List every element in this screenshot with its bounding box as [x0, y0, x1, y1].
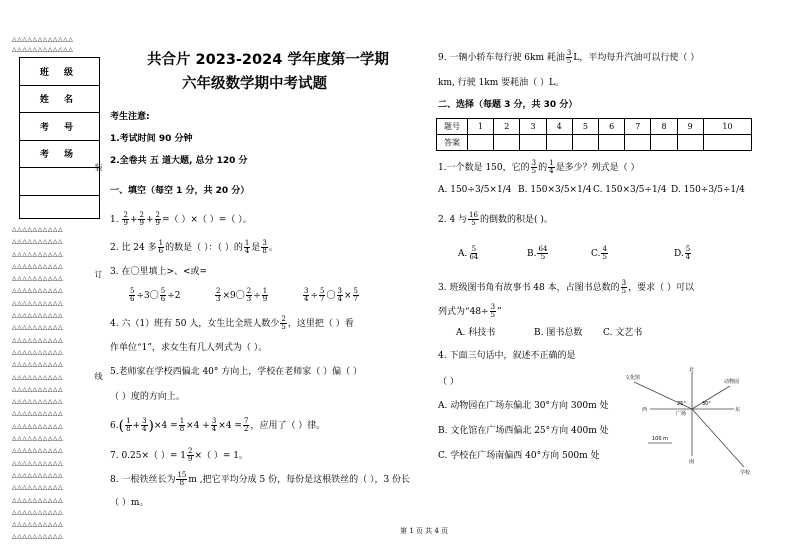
map-school-label: 学校	[740, 470, 751, 476]
answer-cell[interactable]	[572, 135, 598, 151]
answer-table-question-number: 5	[572, 119, 598, 135]
answer-cell[interactable]	[599, 135, 625, 151]
page-number: 第 1 页 共 4 页	[400, 527, 449, 535]
binding-label-xian: 线	[94, 372, 103, 380]
choice-3-option-b[interactable]: B. 图书总数	[534, 328, 583, 338]
compare-item-2: $\frac{2}{3}$ ×9〇 $\frac{2}{3}$ ÷ $\frac{1}{9}$	[216, 287, 268, 303]
question-5-line2: （ ）度的方向上。	[110, 392, 185, 402]
answer-table	[436, 118, 752, 151]
exam-room-field[interactable]: 考 场	[20, 141, 99, 169]
choice-3-option-a[interactable]: A. 科技书	[456, 328, 496, 338]
binding-label-ding: 订	[94, 270, 103, 278]
name-field[interactable]: 姓 名	[20, 86, 99, 114]
question-7: 7. 0.25×（ ）= 1 $\frac{2}{9}$ ×（ ）= 1。	[110, 447, 249, 463]
answer-table-question-number: 2	[494, 119, 520, 135]
choice-1-option-c[interactable]: C. 150×3/5÷1/4	[593, 185, 667, 195]
answer-cell[interactable]	[677, 135, 703, 151]
map-angle-25: 25°	[677, 401, 686, 407]
answer-cell[interactable]	[546, 135, 572, 151]
question-8-line1: 8. 一根铁丝长为 $\frac{15}{8}$ m ,把它平均分成 5 份，每份是这根铁丝的（ ），3 份长	[110, 471, 411, 487]
choice-2-option-c[interactable]: C. $\frac{4}{5}$	[591, 245, 607, 261]
notice-item-time: 1.考试时间 90 分钟	[110, 134, 193, 144]
answer-cell[interactable]	[468, 135, 494, 151]
map-scale-label: 100 m	[652, 436, 669, 442]
answer-table-question-number: 1	[468, 119, 494, 135]
map-zoo-label: 动物园	[724, 379, 740, 385]
question-9-line1: 9. 一辆小轿车每行驶 6km 耗油 $\frac{3}{5}$ L，平均每升汽油可以行使（ ）	[438, 49, 700, 65]
choice-2-option-d[interactable]: D. $\frac{5}{4}$	[674, 245, 691, 261]
choice-1-option-b[interactable]: B. 150×3/5×1/4	[518, 185, 592, 195]
map-south-label: 南	[689, 459, 695, 465]
notice-item-total: 2.全卷共 五 道大题, 总分 120 分	[110, 156, 248, 166]
answer-cell[interactable]	[651, 135, 677, 151]
map-culture-label: 文化馆	[625, 375, 641, 381]
question-4-line1: 4. 六（1）班有 50 人，女生比全班人数少 $\frac{2}{5}$ ，这里把（ ）看	[110, 315, 354, 331]
answer-table-row-label: 答案	[437, 135, 468, 151]
choice-1-stem: 1.一个数是 150，它的 $\frac{3}{5}$ 的 $\frac{1}{4}$ 是多少？列式是（ ）	[438, 159, 640, 175]
answer-table-question-number: 10	[703, 119, 751, 135]
question-5-line1: 5.老师家在学校西偏北 40° 方向上，学校在老师家（ ）偏（ ）	[110, 367, 362, 377]
exam-title-line2: 六年级数学期中考试题	[182, 76, 327, 92]
answer-table-question-number: 9	[677, 119, 703, 135]
blank-field	[20, 196, 99, 223]
compare-item-1: $\frac{5}{6}$ ÷3〇 $\frac{5}{6}$ ÷2	[130, 287, 181, 303]
direction-map	[622, 364, 772, 479]
choice-3-option-c[interactable]: C. 文艺书	[603, 328, 643, 338]
choice-4-stem: 4. 下面三句话中，叙述不正确的是	[438, 351, 576, 361]
map-line-school	[692, 409, 744, 467]
choice-4-option-c[interactable]: C. 学校在广场南偏西 40°方向 500m 处	[438, 451, 600, 461]
notice-heading: 考生注意:	[110, 112, 150, 122]
map-angle-30: 30°	[702, 401, 711, 407]
answer-table-question-number: 6	[599, 119, 625, 135]
answer-table-header-label: 题号	[437, 119, 468, 135]
question-1: 1. $\frac{2}{9}$ + $\frac{2}{9}$ + $\frac{2}{9}$ =（ ）×（ ）=（ ）。	[110, 211, 252, 227]
question-8-line2: （ ）m。	[110, 498, 149, 508]
answer-table-question-number: 4	[546, 119, 572, 135]
choice-4-paren: （ ）	[438, 377, 459, 387]
question-9-line2: km, 行驶 1km 要耗油（ ）L。	[438, 78, 564, 88]
answer-cell[interactable]	[520, 135, 546, 151]
map-north-label: 北	[689, 367, 695, 373]
section2-heading: 二、选择（每题 3 分，共 30 分）	[438, 100, 578, 110]
choice-2-option-a[interactable]: A. $\frac{5}{64}$	[458, 245, 479, 261]
student-info-box	[19, 57, 100, 219]
answer-cell[interactable]	[703, 135, 751, 151]
map-center-label: 广场	[676, 411, 687, 417]
choice-2-option-b[interactable]: B. $\frac{64}{5}$	[527, 245, 548, 261]
binding-triangles-column: △△△△△△△△△△ △△△△△△△△△△ △△△△△△△△△△ △△△△△△△△△△ △△△△△△△△△△ △△△△△△△△△△ △△△△△△△△△△ △△△△△△△△△△ △△△△△△△△△△ △△△△△△△△△△ △△△△△△△△△△ △△△△△△△△△△ △△△△△△△△△△ △△△△△△△△△△ △△△△△△△△△△ △△△△△△△△△△ △△△△△△△△△△ △△△△△△△△△△ △△△△△△△△△△ △△△△△△△△△△ △△△△△△△△△△ △△△△△△△△△△ △△△△△△△△△△ △△△△△△△△△△ △△△△△△△△△△ △△△△△△△△△△	[12, 226, 64, 541]
blank-field	[20, 168, 99, 196]
choice-4-option-a[interactable]: A. 动物园在广场东偏北 30°方向 300m 处	[438, 401, 609, 411]
choice-3-line2: 列式为“48÷ $\frac{3}{5}$ ”	[438, 303, 502, 319]
question-3: 3. 在〇里填上>、<或=	[110, 267, 208, 277]
choice-1-option-a[interactable]: A. 150÷3/5×1/4	[438, 185, 512, 195]
choice-1-option-d[interactable]: D. 150÷3/5÷1/4	[671, 185, 745, 195]
answer-table-question-number: 7	[625, 119, 651, 135]
question-6: 6.( $\frac{1}{8}$ + $\frac{3}{4}$ )×4 = $\frac{1}{8}$ ×4 + $\frac{3}{4}$ ×4 = $\frac{7}{2}$ ，应用了（ ）律。	[110, 417, 326, 434]
choice-4-option-b[interactable]: B. 文化馆在广场西偏北 25°方向 400m 处	[438, 426, 609, 436]
question-4-line2: 作单位“1”，求女生有几人列式为（ ）。	[110, 343, 268, 353]
exam-title-line1: 共合片 2023-2024 学年度第一学期	[147, 52, 389, 68]
answer-cell[interactable]	[625, 135, 651, 151]
answer-table-question-number: 3	[520, 119, 546, 135]
binding-triangles: △△△△△△△△△△△△	[12, 46, 74, 53]
exam-number-field[interactable]: 考 号	[20, 113, 99, 141]
class-field[interactable]: 班 级	[20, 58, 99, 86]
binding-label-zhuang: 装	[94, 163, 103, 171]
choice-3-line1: 3. 班级图书角有故事书 48 本，占图书总数的 $\frac{3}{5}$ ，要求（ ）可以	[438, 279, 694, 295]
section1-heading: 一、填空（每空 1 分，共 20 分）	[110, 186, 250, 196]
answer-cell[interactable]	[494, 135, 520, 151]
choice-2-stem: 2. 4 与 $\frac{16}{5}$ 的倒数的积是( )。	[438, 211, 553, 227]
compare-item-3: $\frac{3}{4}$ ÷ $\frac{5}{7}$ 〇 $\frac{3}{4}$ × $\frac{5}{7}$	[304, 287, 358, 303]
binding-triangles: △△△△△△△△△△△△	[12, 36, 74, 43]
map-west-label: 西	[642, 407, 648, 413]
map-east-label: 东	[735, 407, 741, 413]
question-2: 2. 比 24 多 $\frac{1}{6}$ 的数是（ ）：（ ）的 $\frac{1}{4}$ 是 $\frac{3}{8}$ 。	[110, 239, 278, 255]
answer-table-question-number: 8	[651, 119, 677, 135]
map-line-zoo	[692, 386, 730, 409]
